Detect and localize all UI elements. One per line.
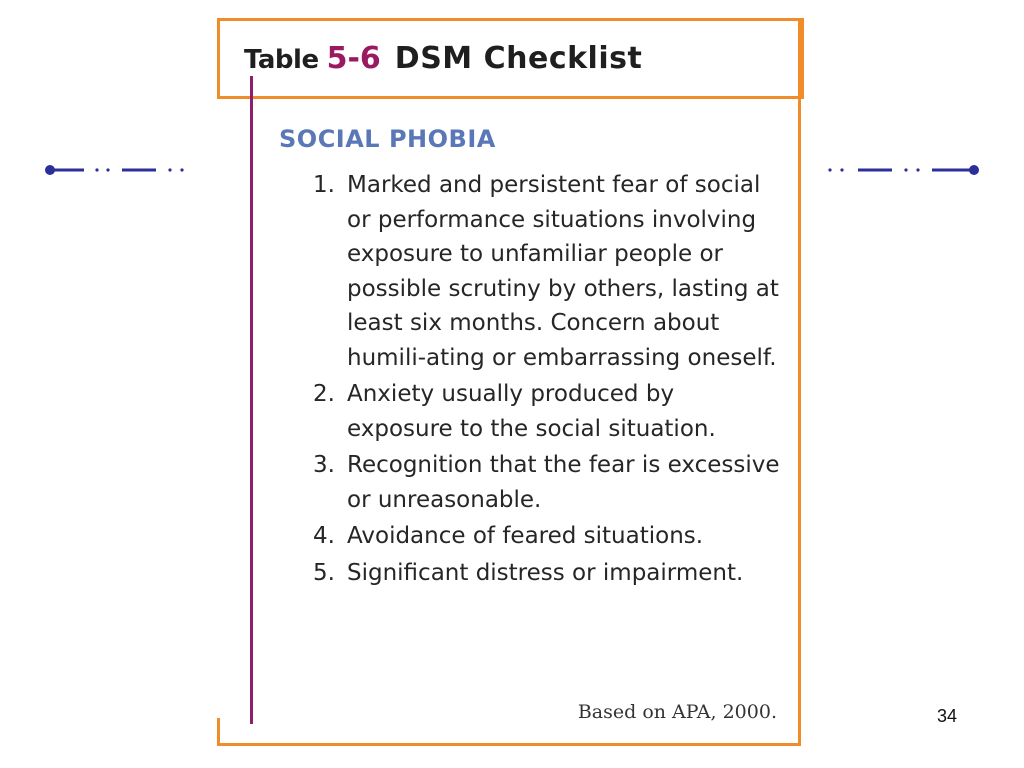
page-number: 34 — [937, 706, 958, 726]
criterion-number: 1. — [313, 172, 335, 198]
list-item — [313, 168, 783, 375]
criterion-number: 2. — [313, 381, 335, 407]
criterion-text: Marked and persistent fear of social or performance situations involving exposure to unfamiliar people or possible scrutiny by others, lasting at least six months. Concern about humili-ating or embarrassing oneself. — [347, 172, 779, 371]
decorative-rule-right — [822, 162, 984, 178]
list-item — [313, 519, 783, 554]
table-frame-corner — [217, 718, 220, 746]
source-citation: Based on APA, 2000. — [577, 701, 777, 723]
decorative-rule-left — [40, 162, 210, 178]
criterion-text: Recognition that the fear is excessive or unreasonable. — [347, 452, 780, 513]
criterion-text: Anxiety usually produced by exposure to the social situation. — [347, 381, 716, 442]
criterion-number: 3. — [313, 452, 335, 478]
table-frame-bottom — [217, 743, 801, 746]
table-label: Table — [244, 45, 319, 75]
list-item — [313, 556, 783, 591]
criterion-number: 4. — [313, 523, 335, 549]
dsm-checklist-table — [217, 18, 801, 746]
table-number: 5-6 — [326, 41, 381, 76]
criterion-number: 5. — [313, 559, 335, 586]
table-title: DSM Checklist — [394, 41, 643, 76]
table-frame-right — [798, 18, 801, 746]
accent-rule — [250, 76, 253, 724]
section-title: SOCIAL PHOBIA — [279, 125, 496, 153]
criterion-text: Avoidance of feared situations. — [347, 523, 704, 549]
list-item — [313, 377, 783, 446]
criteria-list — [313, 168, 783, 592]
criterion-text: Significant distress or impairment. — [347, 559, 744, 586]
list-item — [313, 448, 783, 517]
table-heading — [244, 41, 642, 76]
